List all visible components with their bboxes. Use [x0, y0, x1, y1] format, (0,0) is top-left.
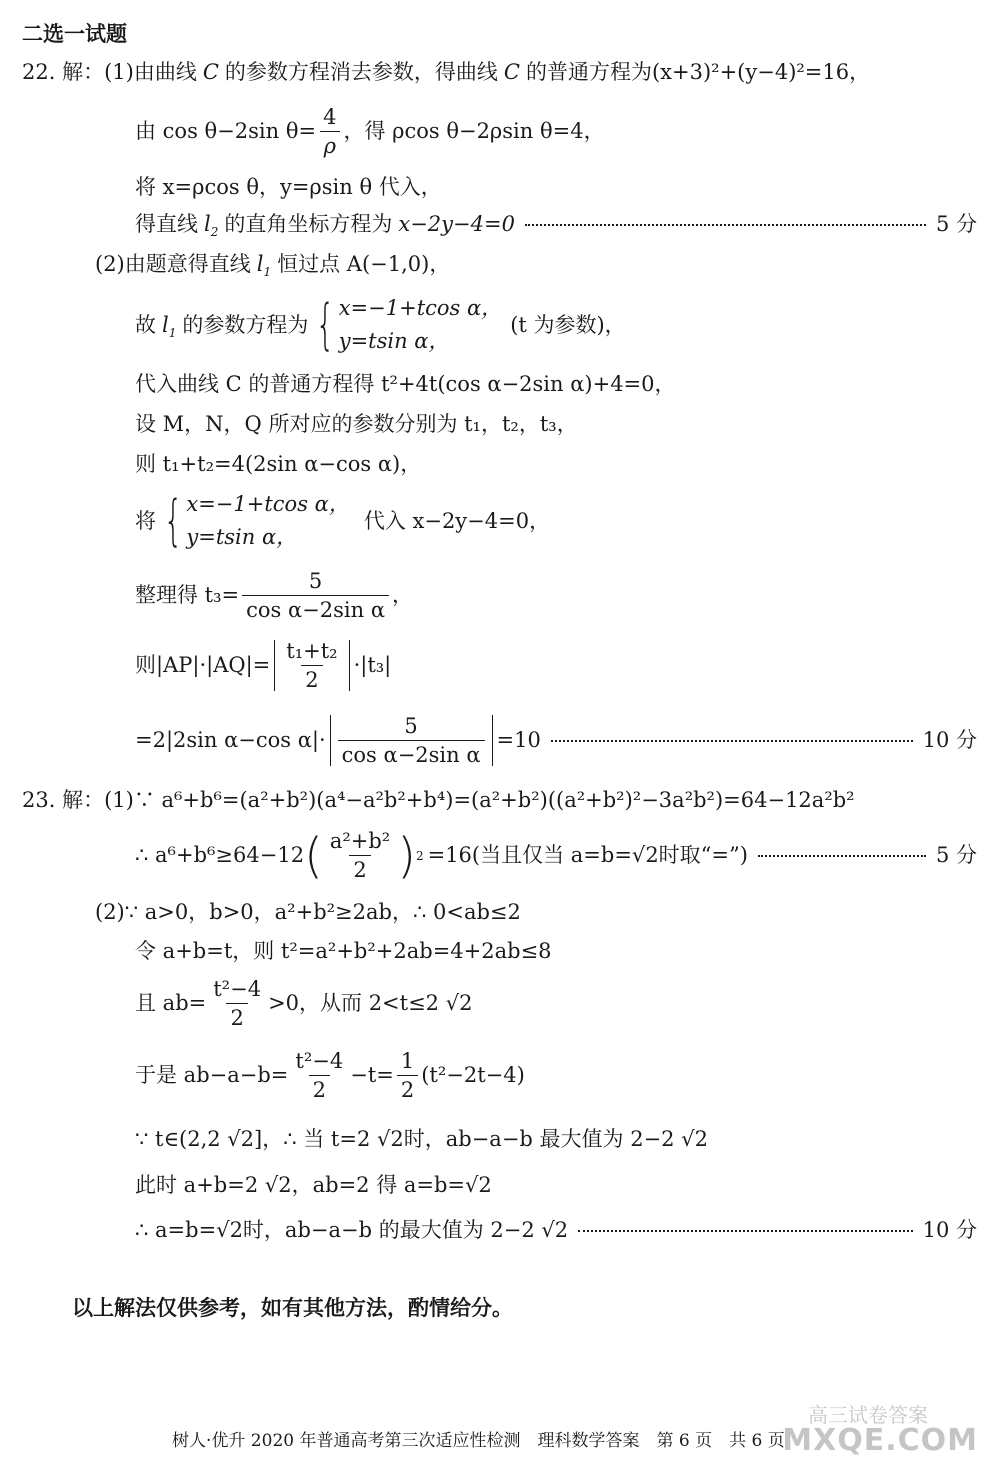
p22-line-8: 设 M，N，Q 所对应的参数分别为 t₁，t₂，t₃， [135, 412, 578, 436]
p23-line-6: 于是 ab−a−b= $\frac{\text{t²−4}}{2}$ −t= $\frac{1}{2}$ (t²−2t−4) [135, 1049, 525, 1103]
p22-part1: (1)由曲线 [104, 60, 197, 84]
p22-line-12: 则|AP|·|AQ|= $\frac{\text{t₁+t₂}}{2}$ ·|t₃| [135, 639, 392, 693]
score-leader [551, 740, 913, 742]
p23-score-2: 10 分 [922, 1218, 977, 1242]
p22-eq-c: (x+3)²+(y−4)²=16， [651, 60, 871, 84]
p23-score-1: 5 分 [935, 843, 977, 868]
frac-5-over: $\frac{5}{\text{cos α−2sin α}}$ [338, 715, 485, 766]
p23-line-5: 且 ab= $\frac{\text{t²−4}}{2}$ >0，从而 2<t≤2 √2 [135, 977, 473, 1031]
p22-line-eq: x−2y−4=0 [398, 212, 515, 236]
param-system-2: { x=−1+tcos α， y=tsin α， [163, 489, 350, 552]
section-title: 二选一试题 [22, 22, 127, 46]
p22-score-1: 5 分 [935, 212, 977, 236]
p22-score-2: 10 分 [922, 728, 977, 753]
page-footer: 树人·优升 2020 年普通高考第三次适应性检测 理科数学答案 第 6 页 共 6 页 [172, 1431, 785, 1451]
p22-line-9: 则 t₁+t₂=4(2sin α−cos α)， [135, 452, 422, 476]
frac-t2-4: $\frac{\text{t²−4}}{2}$ [213, 977, 262, 1031]
frac-t2-4b: $\frac{\text{t²−4}}{2}$ [295, 1049, 344, 1103]
frac-t3: $\frac{5}{\text{cos α−2sin α}}$ [242, 570, 389, 621]
p22-frac-4-rho: $\frac{4}{\rho}$ [319, 106, 340, 157]
watermark-logo: 高三试卷答案 MXQE.COM [782, 1403, 978, 1458]
p23-line-7: ∵ t∈(2,2 √2]，∴ 当 t=2 √2时，ab−a−b 最大值为 2−2 √2 [135, 1127, 708, 1151]
frac-a2b2: $\frac{\text{a²+b²}}{2}$ [329, 829, 391, 883]
p22-line-5: (2)由题意得直线 $l_1$ 恒过点 A(−1,0)， [95, 252, 451, 279]
p22-line-4: 得直线 $l_2$ 的直角坐标方程为 x−2y−4=0 5 分 [135, 212, 977, 239]
p22-line-2 [135, 106, 605, 157]
p23-line-9: ∴ a=b=√2时，ab−a−b 的最大值为 2−2 √2 10 分 [135, 1218, 977, 1242]
p22-l1-rest2: 的普通方程为 [525, 60, 652, 84]
score-leader [758, 855, 926, 857]
p22-head: 22. 解： [22, 60, 105, 84]
score-leader [525, 224, 926, 226]
p22-line-13: =2|2sin α−cos α|· $\frac{5}{\text{cos α−2sin α}}$ =10 10 分 [135, 714, 977, 768]
grading-note: 以上解法仅供参考，如有其他方法，酌情给分。 [72, 1296, 513, 1320]
p22-line-11: 整理得 t₃= $\frac{5}{\text{cos α−2sin α}}$ ， [135, 569, 414, 623]
p22-line-10: 将 { x=−1+tcos α， y=tsin α， 代入 x−2y−4=0， [135, 489, 551, 552]
p22-line-1: 22. 解： (1)由曲线 C 的参数方程消去参数，得曲线 C 的普通方程为 (x+3)²+(y−4)²=16， [22, 60, 871, 84]
p22-l1-rest: 的参数方程消去参数，得曲线 [224, 60, 498, 84]
p23-line-1: 23. 解：(1)∵ a⁶+b⁶=(a²+b²)(a⁴−a²b²+b⁴)=(a²+b²)((a²+b²)²−3a²b²)=64−12a²b² [22, 788, 855, 812]
frac-t1-t2: $\frac{\text{t₁+t₂}}{2}$ [286, 639, 338, 693]
p23-line-4: 令 a+b=t，则 t²=a²+b²+2ab=4+2ab≤8 [135, 939, 552, 963]
frac-half: $\frac{1}{2}$ [397, 1050, 418, 1101]
p22-l2-post: ，得 ρcos θ−2ρsin θ=4， [343, 119, 605, 144]
p22-line-6: 故 $l_1$ 的参数方程为 { x=−1+tcos α， y=tsin α， (t 为参数)， [135, 293, 626, 356]
p22-line-7: 代入曲线 C 的普通方程得 t²+4t(cos α−2sin α)+4=0， [135, 372, 676, 396]
score-leader [578, 1230, 912, 1232]
p23-line-3: (2)∵ a>0，b>0，a²+b²≥2ab，∴ 0<ab≤2 [95, 900, 521, 924]
p22-l2-pre: 由 cos θ−2sin θ= [135, 119, 317, 144]
param-system: { x=−1+tcos α， y=tsin α， [316, 293, 503, 356]
p23-line-2: ∴ a⁶+b⁶≥64−12 ( $\frac{\text{a²+b²}}{2}$ ) 2 =16(当且仅当 a=b=√2时取“=”) 5 分 [135, 827, 977, 884]
p23-line-8: 此时 a+b=2 √2，ab=2 得 a=b=√2 [135, 1173, 492, 1197]
p22-line-3: 将 x=ρcos θ，y=ρsin θ 代入， [135, 175, 442, 199]
